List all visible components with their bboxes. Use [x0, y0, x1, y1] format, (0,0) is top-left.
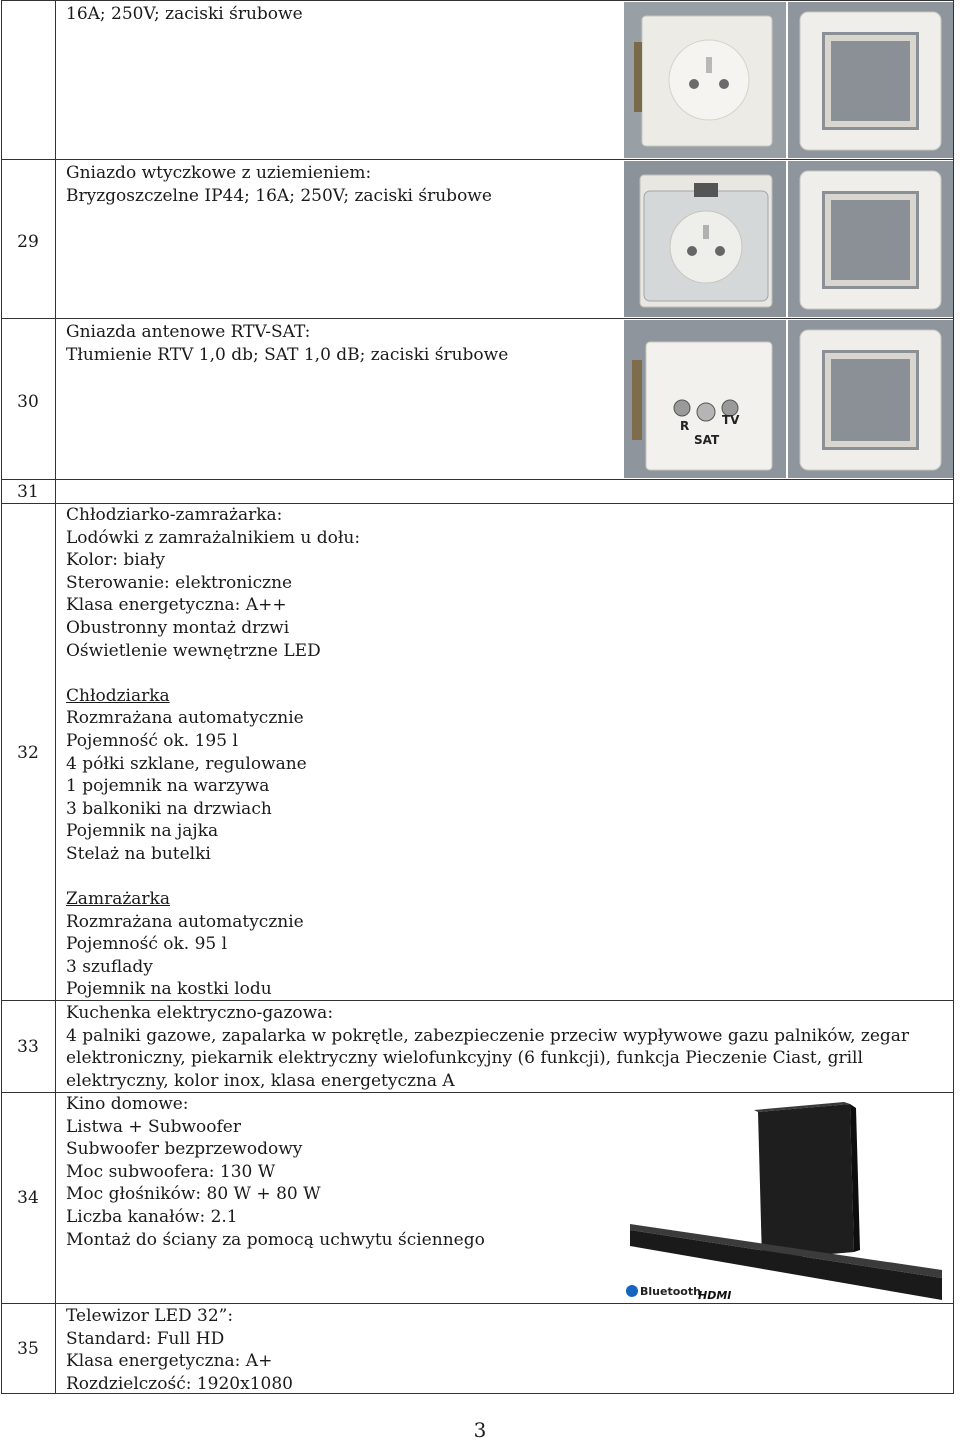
spec-title: Kuchenka elektryczno-gazowa:	[66, 1003, 334, 1023]
row-number: 31	[17, 482, 39, 502]
row-divider	[1, 479, 954, 480]
spec-line: Bryzgoszczelne IP44; 16A; 250V; zaciski śrubowe	[66, 185, 492, 206]
frame-photo	[788, 320, 953, 478]
spec-line: 1 pojemnik na warzywa	[66, 776, 270, 797]
socket-label-tv: TV	[722, 413, 740, 427]
row-number: 32	[17, 743, 39, 763]
spec-line: 3 szuflady	[66, 956, 153, 977]
spec-line: 4 półki szklane, regulowane	[66, 753, 307, 774]
spec-description: 4 palniki gazowe, zapalarka w pokrętle, zabezpieczenie przeciw wypływowe gazu palników, zegar elektroniczny, piekarnik elektryczny wielofunkcyjny (6 funkcji), funkcja Pieczenie Ciast, grill elektryczny, kolor inox, klasa energetyczna A	[66, 1025, 910, 1091]
spec-line: Lodówki z zamrażalnikiem u dołu:	[66, 527, 361, 548]
freezer-heading: Zamrażarka	[66, 889, 170, 910]
row-number: 30	[17, 392, 39, 412]
row-29-spec	[66, 162, 492, 207]
spec-line: Gniazdo wtyczkowe z uziemieniem:	[66, 163, 372, 183]
spec-line: 16A; 250V; zaciski śrubowe	[66, 4, 303, 24]
column-divider	[55, 0, 56, 1394]
spec-line: Subwoofer bezprzewodowy	[66, 1139, 303, 1160]
spec-line: Klasa energetyczna: A++	[66, 595, 287, 616]
row-34-spec	[66, 1093, 485, 1251]
spec-line: Pojemnik na jajka	[66, 821, 219, 842]
spec-line: Tłumienie RTV 1,0 db; SAT 1,0 dB; zaciski śrubowe	[66, 344, 509, 365]
frame-photo	[788, 2, 953, 158]
spec-line: Liczba kanałów: 2.1	[66, 1206, 238, 1227]
spec-line: Sterowanie: elektroniczne	[66, 572, 293, 593]
socket-label-r: R	[680, 419, 690, 433]
spec-line: Rozdzielczość: 1920x1080	[66, 1373, 293, 1394]
frame-photo	[788, 161, 953, 317]
row-28-spec	[66, 3, 303, 26]
spec-line: Obustronny montaż drzwi	[66, 617, 290, 638]
page-number: 3	[473, 1418, 487, 1442]
row-number: 35	[17, 1339, 39, 1359]
row-divider	[1, 1303, 954, 1304]
splashproof-socket-photo	[624, 161, 786, 317]
spec-line: Montaż do ściany za pomocą uchwytu ściennego	[66, 1229, 485, 1250]
spec-line: Moc głośników: 80 W + 80 W	[66, 1184, 321, 1205]
antenna-socket-photo	[624, 320, 786, 478]
spec-line: Pojemnik na kostki lodu	[66, 979, 272, 1000]
row-number: 34	[17, 1188, 39, 1208]
spec-line: 3 balkoniki na drzwiach	[66, 798, 272, 819]
row-number: 33	[17, 1037, 39, 1057]
bluetooth-label: Bluetooth	[640, 1285, 701, 1298]
spec-line: Rozmrażana automatycznie	[66, 911, 304, 932]
spec-line: Klasa energetyczna: A+	[66, 1351, 273, 1372]
socket-label-sat: SAT	[694, 433, 720, 447]
spec-line: Stelaż na butelki	[66, 843, 211, 864]
spec-line: Pojemność ok. 95 l	[66, 934, 228, 955]
spec-line: Standard: Full HD	[66, 1328, 225, 1349]
table-left-border	[1, 0, 2, 1394]
row-number: 29	[17, 232, 39, 252]
spec-line: Rozmrażana automatycznie	[66, 708, 304, 729]
fridge-heading: Chłodziarka	[66, 685, 170, 706]
row-32-spec	[66, 504, 360, 1001]
hdmi-logo: HDMI	[698, 1289, 732, 1302]
spec-line: Kolor: biały	[66, 550, 165, 571]
spec-line: Pojemność ok. 195 l	[66, 730, 238, 751]
row-33-spec	[66, 1002, 938, 1092]
spec-line: Kino domowe:	[66, 1094, 189, 1114]
row-divider	[1, 318, 954, 319]
spec-line: Oświetlenie wewnętrzne LED	[66, 640, 321, 661]
socket-photo	[624, 2, 786, 158]
table-top-border	[1, 0, 954, 1]
row-30-spec	[66, 321, 508, 366]
spec-line: Moc subwoofera: 130 W	[66, 1161, 276, 1182]
spec-line: Telewizor LED 32”:	[66, 1306, 234, 1326]
row-divider	[1, 159, 954, 160]
spec-line: Listwa + Subwoofer	[66, 1116, 241, 1137]
spec-line: Chłodziarko-zamrażarka:	[66, 505, 283, 525]
row-35-spec	[66, 1305, 293, 1395]
soundbar-subwoofer-photo	[624, 1100, 952, 1302]
spec-line: Gniazda antenowe RTV-SAT:	[66, 322, 311, 342]
table-right-border	[953, 0, 954, 1394]
